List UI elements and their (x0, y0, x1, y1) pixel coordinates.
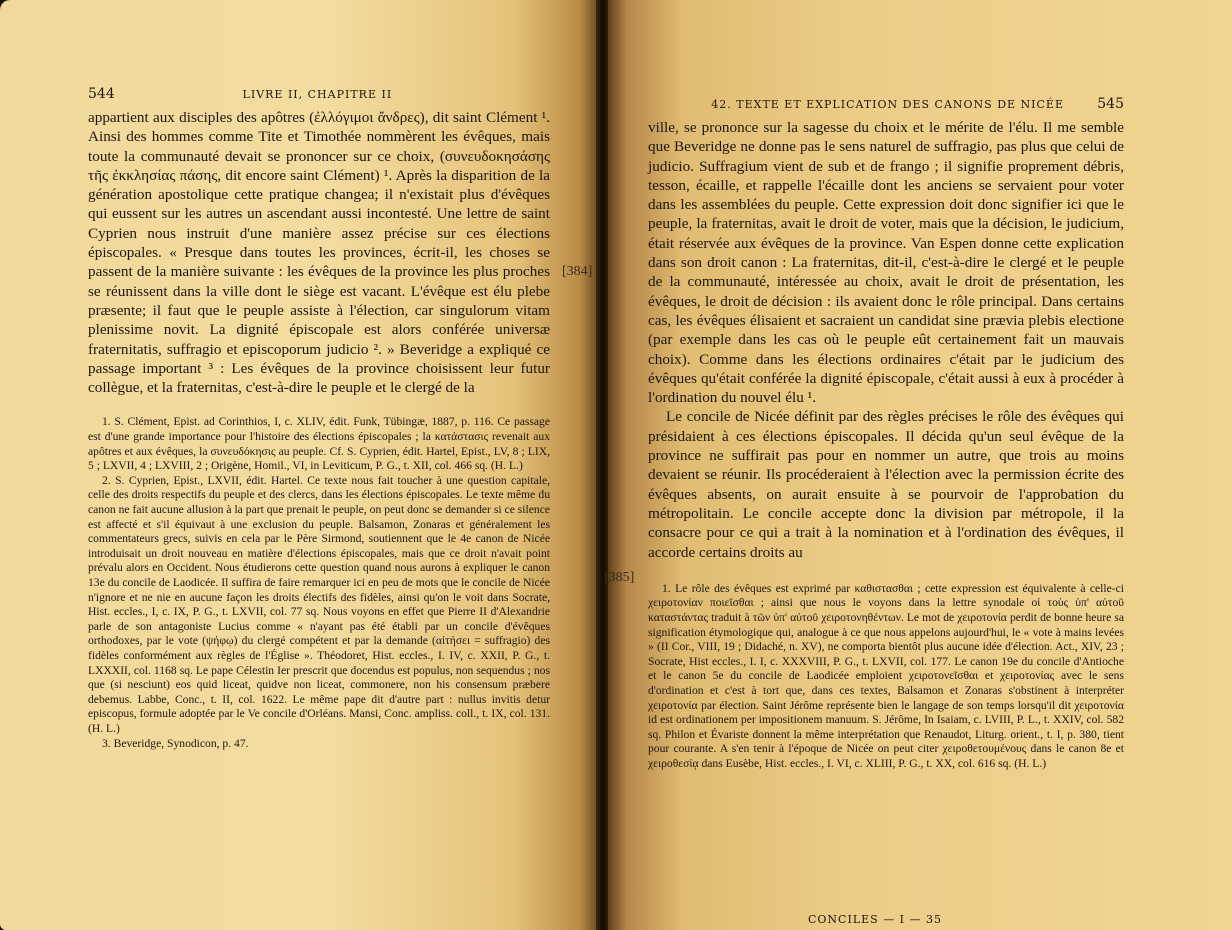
right-page-header (648, 96, 1124, 112)
left-body-text (88, 108, 550, 397)
left-body-paragraph: appartient aux disciples des apôtres (ἐλλόγιμοι ἄνδρες), dit saint Clément ¹. Ainsi des hommes comme Tite et Timothée nommèrent les évêques, mais toute la communauté devait se prononcer sur ce choix, (συνευδοκησάσης τῆς ἐκκλησίας πάσης, dit encore saint Clément) ¹. Après la disparition de la génération apostolique cette pratique changea; il n'existait plus d'évêques qui eussent sur les autres un ascendant aussi incontesté. Une lettre de saint Cyprien nous instruit d'une manière assez précise sur ces élections épiscopales. « Presque dans toutes les provinces, écrit-il, les choses se passent de la manière suivante : les évêques de la province les plus proches se réunissent dans la ville dont le siège est vacant. L'évêque est élu plebe præsente; il faut que le peuple assiste à l'élection, car singulorum vitam plenissime novit. La dignité épiscopale est alors conférée universæ fraternitatis, suffragio et episcoporum judicio ². » Beveridge a expliqué ce passage important ³ : Les évêques de la province choisissent leur futur collègue, et la fraternitas, c'est-à-dire le peuple et le clergé de la (88, 109, 550, 397)
footnote: 1. Le rôle des évêques est exprimé par καθιστασθαι ; cette expression est équivalente à celle-ci χειροτονίαν ποιεῖσθαι ; ainsi que nous le voyons dans la lettre synodale οἱ τοὺς ὑπ' αὐτοῦ καταστάντας traduit à τῶν ὑπ' αὐτοῦ χειροτονηθέντων. Le mot de χειροτονία perdit de bonne heure sa signification étymologique qui, analogue à ce que nous appelons aujourd'hui, le « vote à mains levées » (II Cor., VIII, 19 ; Didaché, n. XV), ne comporta bientôt plus aucune idée d'élection. Act., XIV, 23 ; Socrate, Hist eccles., I. I, c. XXXVIII, P. G., t. LXVII, col. 177. Le canon 19e du concile d'Antioche et le canon 5e du concile de Laodicée emploient χειροτονεῖσθαι et χειροτονίας avec le sens d'ordination et c'est à tort que, dans ces textes, Balsamon et Zonaras s'obstinent à interpréter χειροτονία par élection. Saint Jérôme représente bien le langage de son temps lorsqu'il dit χειροτονία id est ordinationem per impositionem manuum. S. Jérôme, In Isaiam, c. LVIII, P. L., t. XXIV, col. 582 sq. Philon et Évariste donnent la même interprétation que Renaudot, Liturg. orient., t. I, p. 380, tient pour courante. A s'en tenir à l'époque de Nicée on peut citer χειροθετουμένους dans le canon 8e et χειροθεσίᾳ dans Eusèbe, Hist. eccles., I. VI, c. XLIII, P. G., t. XX, col. 616 sq. (H. L.) (648, 581, 1124, 770)
left-footnotes (88, 415, 550, 751)
right-page (608, 0, 1232, 930)
right-body-paragraph: ville, se prononce sur la sagesse du choix et le mérite de l'élu. Il me semble que Beveridge ne donne pas le sens naturel de suffragio, pas plus que celui de judicio. Suffragium vient de sub et de frango ; il signifie proprement débris, tesson, écaille, et rappelle l'écaille dont les anciens se servaient pour voter dans les assemblées du peuple. Cette expression doit donc signifier ici que le peuple, la fraternitas, avait le droit de voter, mais que la décision, le judicium, était réservée aux évêques de la province. Van Espen donne cette explication dans son droit canon : La fraternitas, dit-il, c'est-à-dire le clergé et le peuple de la communauté, intéressée au choix, avait le droit de présentation, les évêques, le droit de décision : ils avaient donc le rôle principal. Dans certains cas, les évêques élisaient et sacraient un candidat sine prævia plebis electione (par exemple dans les cas où le peuple eût certainement fait un mauvais choix). Comme dans les élections ordinaires c'était par le judicium des évêques qu'était conférée la dignité épiscopale, c'était aussi à eux à procéder à l'ordination du nouvel élu ¹. (648, 119, 1124, 407)
left-page-number: 544 (88, 86, 115, 102)
margin-marker-385: [385] (604, 570, 635, 585)
right-running-head: 42. TEXTE ET EXPLICATION DES CANONS DE NICÉE (711, 98, 1064, 111)
right-footnotes (648, 582, 1124, 772)
right-body-paragraph: Le concile de Nicée définit par des règles précises le rôle des évêques qui présidaient à ces élections épiscopales. Il décida qu'un seul évêque de la province ne suffirait pas pour en nommer un autre, que trois au moins devaient se réunir. Ils procéderaient à l'élection avec la permission écrite des évêques absents, on aurait ensuite à se pourvoir de l'approbation du métropolitain. Le concile accepte donc la division par métropole, il la consacre pour ce qui a trait à la nomination et à l'ordination des évêques, il accorde certains droits au (648, 408, 1124, 561)
left-page-header (88, 86, 550, 102)
left-running-head: LIVRE II, CHAPITRE II (242, 88, 393, 101)
footnote: 2. S. Cyprien, Epist., LXVII, édit. Hartel. Ce texte nous fait toucher à une question capitale, celle des droits respectifs du peuple et des clercs, dans les élections épiscopales. Le texte même du canon ne fait aucune allusion à la part que prenait le peuple, on peut donc se demander si ce silence est affecté et s'il équivaut à une exclusion du peuple. Balsamon, Zonaras et généralement les commentateurs grecs, suivis en cela par le Père Sirmond, soutiennent que le 4e canon de Nicée introduisait un droit nouveau en matière d'élections épiscopales, mais que ce droit n'avait point prévalu alors en Occident. Nous étudierons cette question quand nous aurons à expliquer le canon 13e du concile de Laodicée. Il suffira de faire remarquer ici en peu de mots que le concile de Nicée n'ignore et ne nie en aucune façon les droits électifs des fidèles, ainsi qu'on le voit dans Socrate, Hist. eccles., I, c. IX, P. G., t. LXVII, col. 77 sq. Nous voyons en effet que Pierre II d'Alexandrie parle de son antagoniste Lucius comme « n'ayant pas été établi par un concile d'évêques orthodoxes, par le vote (ψήφῳ) du clergé compétent et par la demande (αἰτήσει = suffragio) des fidèles conformément aux règles de l'Église ». Théodoret, Hist. eccles., I. IV, c. XXII, P. G., t. LXXXII, col. 1168 sq. Le pape Célestin Ier prescrit que docendus est populus, non sequendus ; nos que (si nesciunt) eos quid liceat, quidve non liceat, commonere, non his consensum præbere debemus. Labbe, Conc., t. II, col. 1622. Le même pape dit d'autre part : nullus invitis detur episcopus, formule adoptée par le Ve concile d'Orléans. Mansi, Conc. ampliss. coll., t. IX, col. 131. (H. L.) (88, 473, 550, 735)
left-page (0, 0, 598, 930)
signature-mark: CONCILES — I — 35 (808, 913, 943, 926)
right-page-number: 545 (1097, 96, 1124, 112)
right-body-text (648, 118, 1124, 562)
margin-marker-384: [384] (562, 264, 593, 279)
footnote: 3. Beveridge, Synodicon, p. 47. (102, 736, 249, 750)
footnote: 1. S. Clément, Epist. ad Corinthios, I, c. XLIV, édit. Funk, Tübingæ, 1887, p. 116. Ce passage est d'une grande importance pour l'histoire des élections épiscopales ; la κατάστασις revenait aux apôtres et aux évêques, la συνευδόκησις au peuple. Cf. S. Cyprien, édit. Hartel, Epist., LV, 8 ; LIX, 5 ; LXVII, 4 ; LXVIII, 2 ; Origène, Homil., VI, in Leviticum, P. G., t. XII, col. 466 sq. (H. L.) (88, 415, 550, 473)
